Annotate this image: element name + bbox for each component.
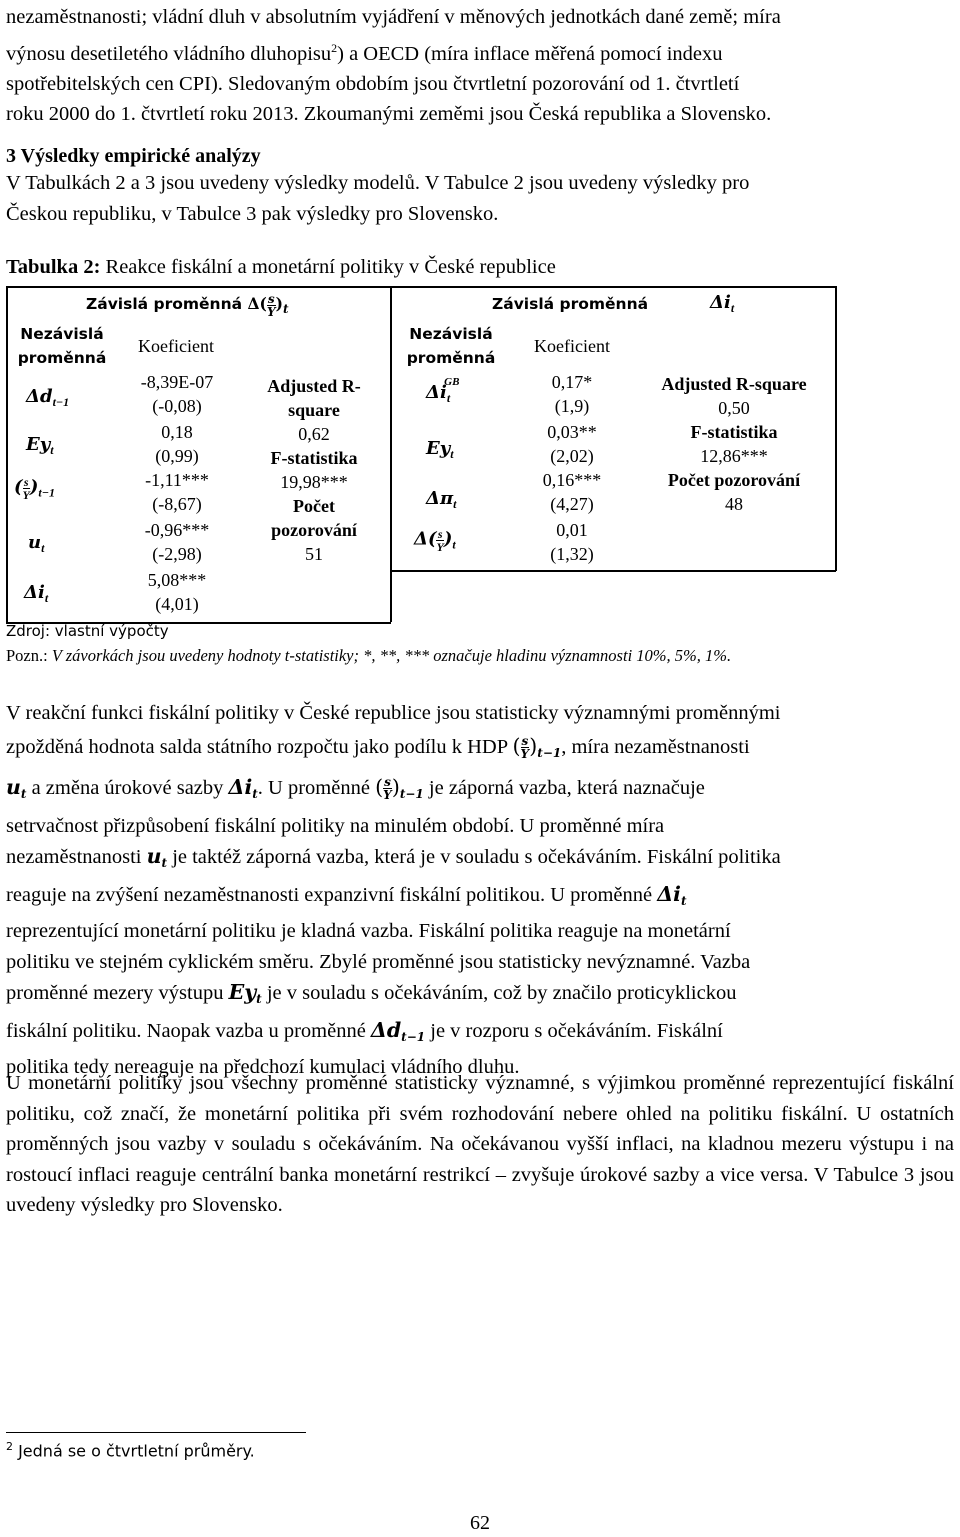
math-sy-t-1: ( $\frac{s}{Y}$ )$_{t-1}$	[512, 733, 562, 761]
var-ey-t: $Ey_t$	[426, 438, 454, 461]
para-text: je záporná vazba, která naznačuje	[423, 776, 705, 799]
table-caption-label: Tabulka 2:	[6, 256, 101, 278]
para-line	[6, 977, 954, 1015]
t-value: (-8,67)	[152, 494, 202, 514]
note-text: V závorkách jsou uvedeny hodnoty t-statistiky; *, **, *** označuje hladinu významnosti 10%, 5%, 1%.	[47, 646, 732, 665]
math-delta-sy-t: Δ( $\frac{s}{Y}$ )$_t$	[247, 291, 289, 319]
left-dependent-label: Závislá proměnná	[86, 295, 243, 313]
stat-value: 0,50	[718, 398, 750, 418]
para-text: nezaměstnanosti	[6, 846, 147, 868]
stat-label: F-statistika	[270, 448, 358, 468]
col-header-koeficient: Koeficient	[534, 336, 610, 356]
t-value: (1,32)	[550, 544, 594, 564]
right-dependent-label: Závislá proměnná	[492, 295, 649, 313]
page-number: 62	[470, 1512, 490, 1534]
table-border	[6, 286, 836, 288]
para-text: zpožděná hodnota salda státního rozpočtu jako podílu k HDP	[6, 735, 513, 758]
intro-line: spotřebitelských cen CPI). Sledovaným obdobím jsou čtvrtletní pozorování od 1. čtvrtletí	[6, 72, 740, 95]
t-value: (1,9)	[554, 396, 590, 416]
intro-paragraph	[6, 2, 954, 130]
right-dependent-header	[492, 292, 648, 316]
para-text: je taktéž záporná vazba, která je v souladu s očekáváním. Fiskální politika	[167, 846, 781, 868]
coef-value: 5,08***	[147, 570, 207, 590]
right-stats	[636, 372, 832, 516]
stat-value: 19,98***	[280, 472, 348, 492]
math-ey-t: $Ey_t$	[228, 980, 262, 1006]
col-header-line: Nezávislá	[20, 325, 104, 343]
stat-label: F-statistika	[690, 422, 778, 442]
coef-value: -8,39E-07	[140, 372, 214, 392]
footnote-ref[interactable]: 2	[331, 40, 338, 55]
math-u-t: $u_t$	[146, 844, 168, 870]
t-value: (0,99)	[155, 446, 199, 466]
stat-label: Adjusted R-square	[661, 374, 807, 394]
coef-value: -0,96***	[144, 520, 210, 540]
section-line: Českou republiku, v Tabulce 3 pak výsledky pro Slovensko.	[6, 202, 499, 225]
var-sy-t-1: ( $\frac{s}{Y}$ )$_{t-1}$	[14, 475, 56, 502]
stat-label: Počet	[293, 496, 335, 516]
math-delta-d-t-1: $\Delta d_{t-1}$	[370, 1017, 426, 1044]
paragraph-fiscal	[6, 698, 954, 1083]
coef-value: 0,18	[161, 422, 193, 442]
math-delta-i-t: $\Delta i_t$	[657, 881, 687, 908]
col-header-nezavisla	[396, 322, 506, 370]
footnote-rule	[6, 1432, 306, 1433]
para-line: V reakční funkci fiskální politiky v České republice jsou statisticky významnými proměnnými	[6, 702, 781, 724]
para-line	[6, 1015, 954, 1053]
para-line: politiku ve stejném cyklickém směru. Zbylé proměnné jsou statisticky nevýznamné. Vazba	[6, 950, 751, 973]
para-text: , míra nezaměstnanosti	[561, 735, 750, 758]
footnote	[6, 1440, 255, 1460]
stat-label: Adjusted R-	[267, 376, 361, 396]
note-label: Pozn.:	[6, 646, 48, 665]
var-ey-t: $Ey_t$	[26, 434, 54, 457]
para-line	[6, 841, 954, 879]
stat-value: 12,86***	[700, 446, 768, 466]
coef-value: 0,01	[556, 520, 588, 540]
para-line: reprezentující monetární politiku je kladná vazba. Fiskální politika reaguje na monetární	[6, 920, 731, 942]
para-text: fiskální politiku. Naopak vazba u proměnné	[6, 1019, 371, 1042]
section-text	[6, 168, 954, 229]
var-delta-d-t-1: $\Delta d_{t-1}$	[26, 386, 70, 409]
table-border	[390, 570, 836, 572]
table-caption	[6, 256, 556, 279]
intro-line: roku 2000 do 1. čtvrtletí roku 2013. Zkoumanými zeměmi jsou Česká republika a Slovensko.	[6, 103, 772, 126]
math-u-t: $u_t$	[6, 774, 27, 801]
section-heading: 3 Výsledky empirické analýzy	[6, 145, 261, 167]
t-value: (-2,98)	[152, 544, 202, 564]
coef-cell	[514, 420, 630, 468]
col-header-nezavisla	[12, 322, 112, 370]
para-line	[6, 879, 954, 917]
var-delta-i-gb-t: $\Delta i_t^{GB}$	[426, 376, 460, 405]
para-text: reaguje na zvýšení nezaměstnanosti expanzivní fiskální politikou. U proměnné	[6, 883, 658, 906]
para-line	[6, 729, 954, 770]
col-header-koeficient: Koeficient	[138, 336, 214, 356]
left-stats	[244, 374, 384, 566]
coef-cell	[118, 370, 236, 418]
intro-line-part: výnosu desetiletého vládního dluhopisu	[6, 42, 332, 65]
table-note	[6, 646, 731, 666]
math-sy-t-1: ( $\frac{s}{Y}$ )$_{t-1}$	[375, 774, 424, 802]
para-text: proměnné mezery výstupu	[6, 982, 229, 1004]
coef-cell	[514, 370, 630, 418]
table-source: Zdroj: vlastní výpočty	[6, 622, 169, 640]
col-header-line: proměnná	[406, 349, 496, 367]
coef-cell	[514, 518, 630, 566]
math-delta-i-t: $\Delta i_t$	[228, 774, 258, 801]
para-line: politika tedy nereaguje na předchozí kumulaci vládního dluhu.	[6, 1056, 520, 1078]
para-text: je v rozporu s očekáváním. Fiskální	[425, 1019, 723, 1042]
stat-value: 51	[305, 544, 323, 564]
coef-value: -1,11***	[145, 470, 209, 490]
intro-line	[6, 33, 954, 69]
table-border	[390, 286, 392, 622]
left-dependent-header	[86, 292, 289, 321]
coef-cell	[118, 568, 236, 616]
footnote-mark: 2	[6, 1440, 13, 1453]
intro-line-part: ) a OECD (míra inflace měřená pomocí indexu	[337, 42, 723, 65]
t-value: (4,01)	[155, 594, 199, 614]
var-delta-sy-t: Δ( $\frac{s}{Y}$ )$_t$	[414, 527, 456, 554]
col-header-line: proměnná	[17, 349, 107, 367]
table-border	[6, 286, 8, 622]
stat-label: Počet pozorování	[667, 470, 801, 490]
coef-value: 0,03**	[547, 422, 597, 442]
footnote-text: Jedná se o čtvrtletní průměry.	[13, 1441, 255, 1461]
para-text: a změna úrokové sazby	[26, 776, 229, 799]
stat-value: 0,62	[298, 424, 330, 444]
paragraph-monetary: U monetární politiky jsou všechny proměnné statisticky významné, s výjimkou proměnné reprezentující fiskální politiku, což značí, že monetární politika při svém rozhodování nebere ohled na politiku fiskální. U ostatních proměnných jsou vazby v souladu s očekáváním. Na očekávanou vyšší inflaci, na kladnou mezeru výstupu i na rostoucí inflaci reaguje centrální banka monetární restrikcí – zvyšuje úrokové sazby a vice versa. V Tabulce 3 jsou uvedeny výsledky pro Slovensko.	[6, 1072, 954, 1217]
stat-label: square	[288, 400, 340, 420]
math-delta-i-t-header: $\Delta i_t$	[710, 292, 735, 315]
stat-value: 48	[725, 494, 743, 514]
var-u-t: $u_t$	[28, 532, 45, 555]
coef-cell	[514, 468, 630, 516]
intro-line: nezaměstnanosti; vládní dluh v absolutním vyjádření v měnových jednotkách dané země; míra	[6, 6, 781, 28]
table-border	[835, 286, 837, 571]
coef-value: 0,16***	[542, 470, 602, 490]
section-line: V Tabulkách 2 a 3 jsou uvedeny výsledky modelů. V Tabulce 2 jsou uvedeny výsledky pro	[6, 172, 750, 194]
coef-cell	[118, 518, 236, 566]
t-value: (-0,08)	[152, 396, 202, 416]
para-text: . U proměnné	[257, 776, 376, 799]
coef-cell	[118, 420, 236, 468]
results-table	[6, 286, 836, 622]
t-value: (4,27)	[550, 494, 594, 514]
var-delta-i-t: $\Delta i_t$	[24, 582, 49, 605]
para-line	[6, 770, 954, 811]
coef-value: 0,17*	[551, 372, 593, 392]
col-header-line: Nezávislá	[409, 325, 493, 343]
para-text: je v souladu s očekáváním, což by značilo proticyklickou	[261, 982, 737, 1004]
coef-cell	[118, 468, 236, 516]
table-caption-text: Reakce fiskální a monetární politiky v České republice	[100, 256, 556, 278]
t-value: (2,02)	[550, 446, 594, 466]
stat-label: pozorování	[271, 520, 357, 540]
var-delta-pi-t: $\Delta\pi_t$	[426, 488, 457, 511]
para-line: setrvačnost přizpůsobení fiskální politiky na minulém období. U proměnné míra	[6, 814, 665, 837]
